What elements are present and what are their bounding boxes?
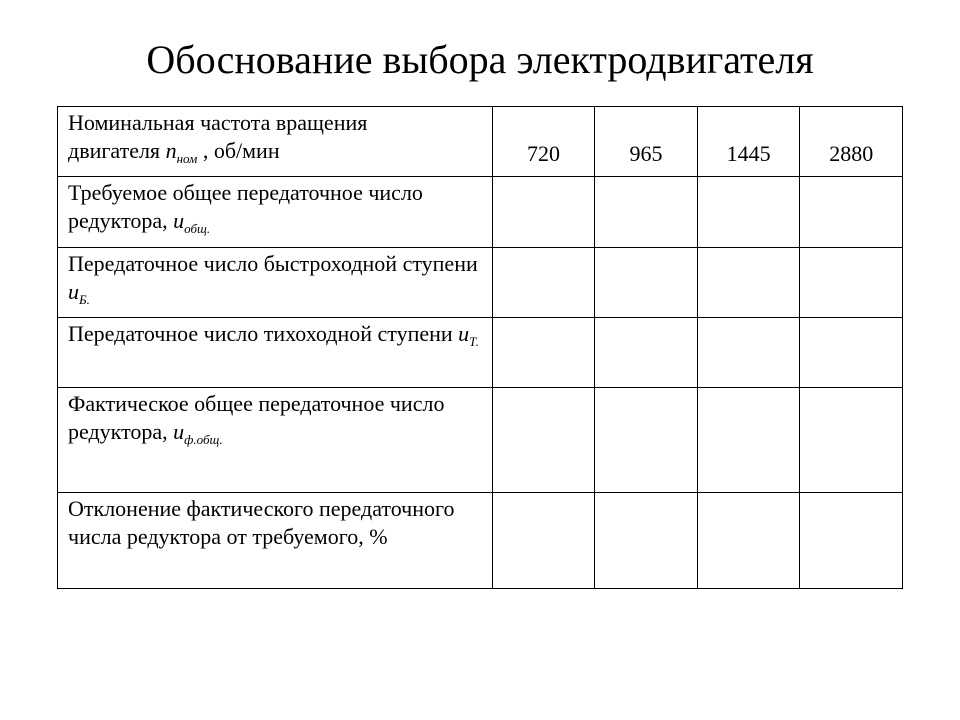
- empty-cell: [697, 177, 800, 248]
- empty-cell: [800, 493, 903, 589]
- header-label-cell: [58, 107, 493, 177]
- row-subscript: Б.: [79, 292, 90, 307]
- row-subscript: Т.: [469, 334, 479, 349]
- row-label-cell: [58, 388, 493, 493]
- empty-cell: [595, 248, 698, 318]
- header-label-prefix: двигателя: [68, 138, 166, 163]
- row-label-cell: [58, 177, 493, 248]
- row-label-cell: [58, 318, 493, 388]
- row-label-text: Требуемое общее передаточное число редуктора,: [68, 180, 423, 233]
- row-symbol: u: [173, 208, 185, 233]
- table-row: [58, 177, 903, 248]
- row-symbol: u: [458, 321, 470, 346]
- row-symbol: u: [68, 279, 79, 304]
- header-label-line1: Номинальная частота вращения: [68, 110, 368, 135]
- empty-cell: [697, 318, 800, 388]
- empty-cell: [697, 493, 800, 589]
- empty-cell: [492, 388, 595, 493]
- rpm-value-cell: 2880: [800, 107, 903, 177]
- empty-cell: [595, 388, 698, 493]
- empty-cell: [595, 177, 698, 248]
- empty-cell: [492, 177, 595, 248]
- table-row: [58, 248, 903, 318]
- row-label-cell: [58, 248, 493, 318]
- rpm-value-cell: 720: [492, 107, 595, 177]
- empty-cell: [595, 318, 698, 388]
- table-row: [58, 493, 903, 589]
- rpm-value-cell: 1445: [697, 107, 800, 177]
- motor-selection-table: [57, 106, 903, 589]
- header-label-suffix: , об/мин: [197, 138, 280, 163]
- empty-cell: [800, 248, 903, 318]
- table-row: [58, 388, 903, 493]
- empty-cell: [492, 318, 595, 388]
- row-subscript: ф.общ.: [184, 432, 223, 447]
- row-label-text: Передаточное число быстроходной ступени: [68, 251, 478, 276]
- row-label-cell: [58, 493, 493, 589]
- table-row: [58, 318, 903, 388]
- row-label-text: Фактическое общее передаточное число редуктора,: [68, 391, 445, 444]
- empty-cell: [800, 318, 903, 388]
- empty-cell: [697, 248, 800, 318]
- table-header-row: [58, 107, 903, 177]
- row-label-text: Отклонение фактического передаточного числа редуктора от требуемого, %: [68, 496, 455, 549]
- empty-cell: [492, 493, 595, 589]
- empty-cell: [492, 248, 595, 318]
- header-symbol: n: [165, 138, 177, 163]
- empty-cell: [800, 388, 903, 493]
- empty-cell: [697, 388, 800, 493]
- empty-cell: [800, 177, 903, 248]
- header-subscript: ном: [176, 151, 198, 166]
- row-subscript: общ.: [184, 221, 211, 236]
- page-title: Обоснование выбора электродвигателя: [146, 37, 814, 82]
- row-label-text: Передаточное число тихоходной ступени: [68, 321, 459, 346]
- rpm-value-cell: 965: [595, 107, 698, 177]
- empty-cell: [595, 493, 698, 589]
- row-symbol: u: [173, 419, 185, 444]
